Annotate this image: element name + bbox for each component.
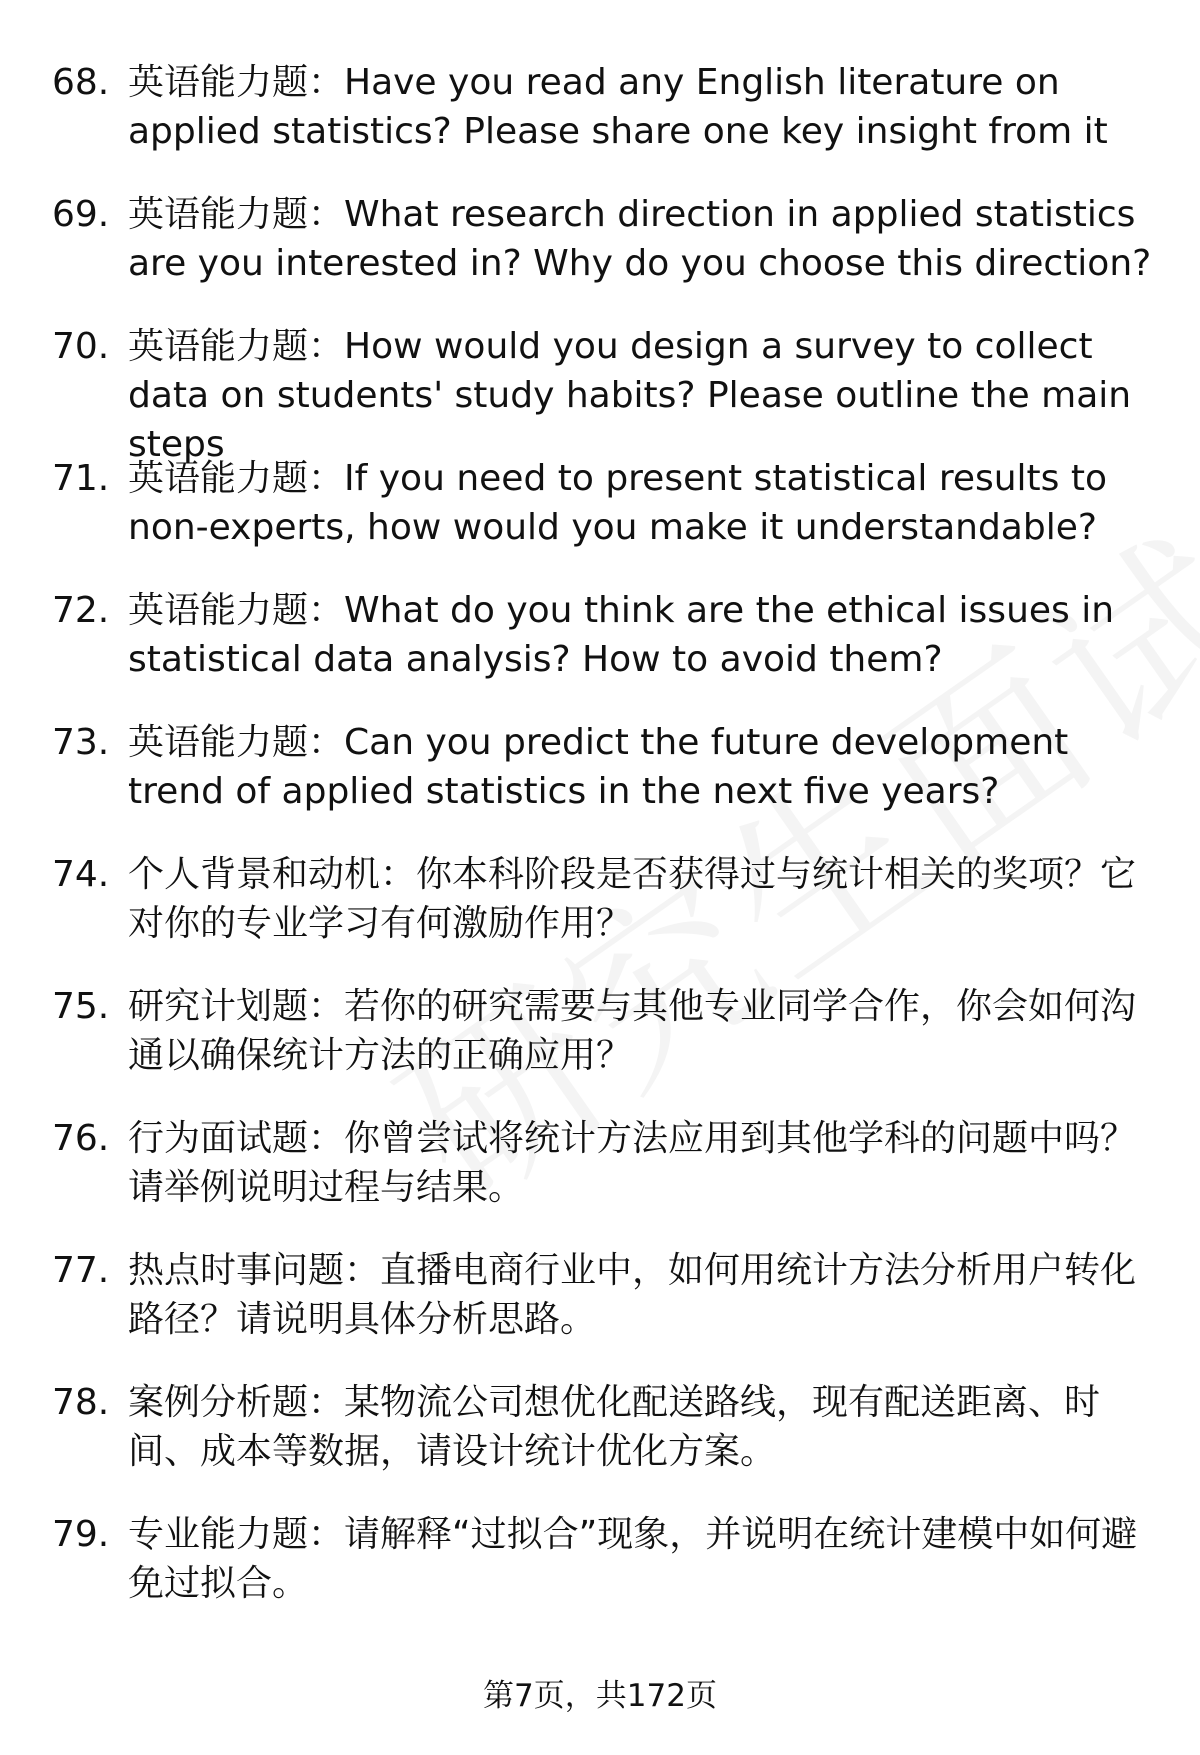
question-item (0, 718, 1200, 850)
question-number: 71. (52, 458, 110, 499)
question-number: 76. (52, 1118, 110, 1159)
question-number: 74. (52, 854, 110, 895)
question-text: 研究计划题：若你的研究需要与其他专业同学合作，你会如何沟通以确保统计方法的正确应用？ (128, 986, 1137, 1076)
question-item (0, 850, 1200, 982)
question-number: 73. (52, 722, 110, 763)
question-item (0, 190, 1200, 322)
question-text: 个人背景和动机：你本科阶段是否获得过与统计相关的奖项？它对你的专业学习有何激励作用？ (128, 854, 1137, 944)
question-item (0, 1114, 1200, 1246)
question-item (0, 322, 1200, 465)
question-number: 77. (52, 1250, 110, 1291)
question-number: 68. (52, 62, 110, 103)
question-text: 英语能力题：Have you read any English literature on applied statistics? Please share one key insight from it (128, 62, 1108, 152)
page-footer: 第7页，共172页 (483, 1678, 717, 1714)
question-number: 69. (52, 194, 110, 235)
question-item (0, 586, 1200, 718)
question-number: 70. (52, 326, 110, 367)
question-list (0, 58, 1200, 1642)
question-text: 案例分析题：某物流公司想优化配送路线，现有配送距离、时间、成本等数据，请设计统计优化方案。 (128, 1382, 1101, 1472)
question-text: 热点时事问题：直播电商行业中，如何用统计方法分析用户转化路径？请说明具体分析思路。 (128, 1250, 1137, 1340)
question-number: 79. (52, 1514, 110, 1555)
question-number: 75. (52, 986, 110, 1027)
question-number: 72. (52, 590, 110, 631)
question-item (0, 982, 1200, 1114)
question-item (0, 454, 1200, 586)
question-text: 英语能力题：If you need to present statistical results to non-experts, how would you make it understandable? (128, 458, 1108, 548)
question-text: 英语能力题：How would you design a survey to collect data on students' study habits? Please outline the main steps (128, 326, 1132, 465)
question-item (0, 1378, 1200, 1510)
question-text: 英语能力题：Can you predict the future development trend of applied statistics in the next five years? (128, 722, 1069, 812)
question-item (0, 1246, 1200, 1378)
question-number: 78. (52, 1382, 110, 1423)
question-item (0, 58, 1200, 190)
question-text: 专业能力题：请解释“过拟合”现象，并说明在统计建模中如何避免过拟合。 (128, 1514, 1138, 1604)
question-item (0, 1510, 1200, 1642)
question-text: 英语能力题：What research direction in applied statistics are you interested in? Why do you choose this direction? (128, 194, 1152, 284)
question-text: 英语能力题：What do you think are the ethical issues in statistical data analysis? How to avoid them? (128, 590, 1115, 680)
question-text: 行为面试题：你曾尝试将统计方法应用到其他学科的问题中吗？请举例说明过程与结果。 (128, 1118, 1137, 1208)
